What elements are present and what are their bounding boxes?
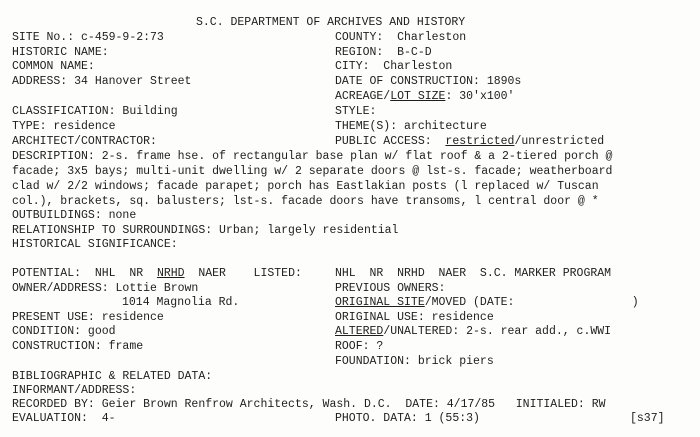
outbuildings: OUTBUILDINGS: none <box>12 209 137 222</box>
public-access <box>335 135 604 148</box>
potential <box>12 267 302 280</box>
roof: ROOF: ? <box>335 340 384 353</box>
public-access-restricted: restricted <box>445 135 515 148</box>
moved-date: /MOVED (DATE: ) <box>424 296 639 309</box>
owner-address: OWNER/ADDRESS: Lottie Brown <box>12 282 199 295</box>
public-access-label: PUBLIC ACCESS: <box>335 135 446 148</box>
evaluation: EVALUATION: 4- <box>12 412 116 425</box>
themes: THEME(S): architecture <box>335 120 487 133</box>
construction: CONSTRUCTION: frame <box>12 340 144 353</box>
description-line: col.), brackets, sq. balusters; lst-s. facade doors have transoms, l central door @ * <box>12 195 599 208</box>
classification: CLASSIFICATION: Building <box>12 105 178 118</box>
potential-label: POTENTIAL: NHL NR <box>12 267 157 280</box>
potential-nrhd: NRHD <box>156 267 185 280</box>
lot-size-label: LOT SIZE <box>390 90 446 103</box>
relationship-to-surroundings: RELATIONSHIP TO SURROUNDINGS: Urban; largely residential <box>12 224 399 237</box>
altered-details: /UNALTERED: 2-s. rear add., c.WWI <box>383 325 612 338</box>
form-header: S.C. DEPARTMENT OF ARCHIVES AND HISTORY <box>196 16 466 29</box>
original-use: ORIGINAL USE: residence <box>335 311 494 324</box>
acreage <box>335 90 514 103</box>
description-line: DESCRIPTION: 2-s. frame hse. of rectangular base plan w/ flat roof & a 2-tiered porch @ <box>12 150 613 163</box>
owner-street-address: 1014 Magnolia Rd. <box>122 296 240 309</box>
present-use: PRESENT USE: residence <box>12 311 164 324</box>
original-site <box>335 296 639 309</box>
condition: CONDITION: good <box>12 325 116 338</box>
recorded-by: RECORDED BY: Geier Brown Renfrow Architects, Wash. D.C. DATE: 4/17/85 INITIALED: RW <box>12 398 606 411</box>
description-line: facade; 3x5 bays; multi-unit dwelling w/ 2 separate doors @ lst-s. facade; weatherboard <box>12 165 613 178</box>
county: COUNTY: Charleston <box>335 31 467 44</box>
photo-data: PHOTO. DATA: 1 (55:3) <box>335 412 480 425</box>
common-name: COMMON NAME: <box>12 60 95 73</box>
public-access-unrestricted: /unrestricted <box>514 135 605 148</box>
city: CITY: Charleston <box>335 60 453 73</box>
region: REGION: B-C-D <box>335 46 432 59</box>
bibliographic-data: BIBLIOGRAPHIC & RELATED DATA: <box>12 370 213 383</box>
historical-significance: HISTORICAL SIGNIFICANCE: <box>12 238 178 251</box>
address: ADDRESS: 34 Hanover Street <box>12 75 192 88</box>
acreage-value: : 30'x100' <box>445 90 515 103</box>
description-line: clad w/ 2/2 windows; facade parapet; porch has Eastlakian posts (l replaced w/ Tuscan <box>12 180 599 193</box>
informant-address: INFORMANT/ADDRESS: <box>12 384 137 397</box>
page-code: [s37] <box>630 412 665 425</box>
foundation: FOUNDATION: brick piers <box>335 355 494 368</box>
listed-label: NAER LISTED: <box>184 267 302 280</box>
architect: ARCHITECT/CONTRACTOR: <box>12 135 157 148</box>
altered <box>335 325 611 338</box>
altered-label: ALTERED <box>335 325 384 338</box>
type: TYPE: residence <box>12 120 116 133</box>
historic-name: HISTORIC NAME: <box>12 46 109 59</box>
previous-owners: PREVIOUS OWNERS: <box>335 282 446 295</box>
date-of-construction: DATE OF CONSTRUCTION: 1890s <box>335 75 522 88</box>
site-no: SITE No.: c-459-9-2:73 <box>12 31 164 44</box>
acreage-label: ACREAGE/ <box>335 90 391 103</box>
style: STYLE: <box>335 105 377 118</box>
original-site-label: ORIGINAL SITE <box>335 296 425 309</box>
listed-options: NHL NR NRHD NAER S.C. MARKER PROGRAM <box>335 267 612 280</box>
